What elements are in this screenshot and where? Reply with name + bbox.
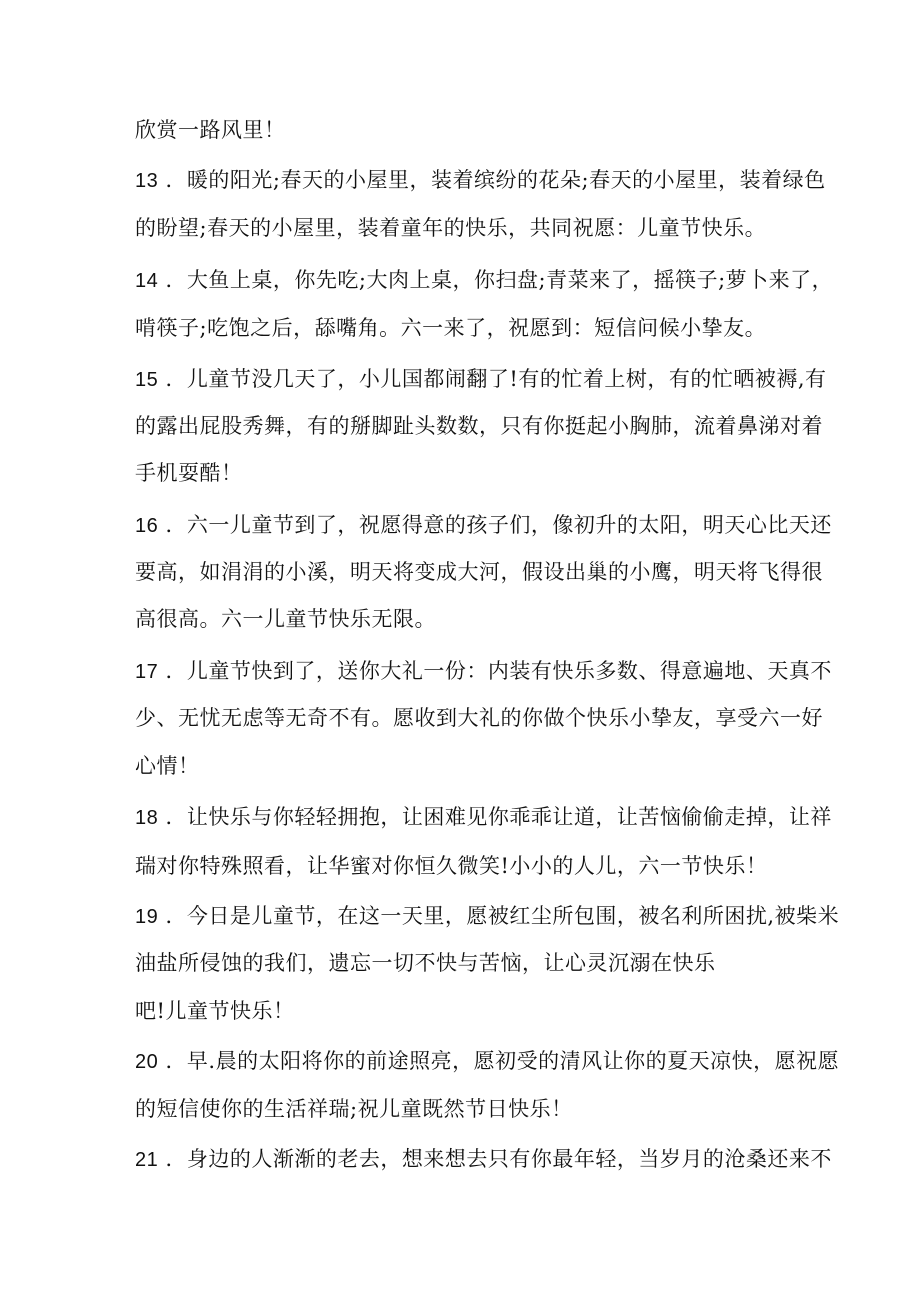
item-17-line-1 bbox=[135, 657, 832, 686]
item-text: ．大鱼上桌，你先吃;大肉上桌，你扫盘;青菜来了，摇筷子;萝卜来了， bbox=[165, 268, 834, 292]
item-19-line-1 bbox=[135, 902, 839, 931]
item-text: 高很高。六一儿童节快乐无限。 bbox=[135, 607, 436, 631]
item-text: 心情！ bbox=[135, 754, 200, 778]
item-number: 16 bbox=[135, 515, 159, 537]
item-15-line-1 bbox=[135, 365, 827, 394]
item-19-line-3 bbox=[135, 997, 294, 1025]
item-text: 少、无忧无虑等无奇不有。愿收到大礼的你做个快乐小挚友，享受六一好 bbox=[135, 706, 823, 730]
item-15-line-3 bbox=[135, 459, 243, 487]
item-number: 15 bbox=[135, 369, 159, 391]
item-text: 啃筷子;吃饱之后，舔嘴角。六一来了，祝愿到：短信问候小挚友。 bbox=[135, 316, 767, 340]
item-number: 17 bbox=[135, 661, 159, 683]
item-17-line-3 bbox=[135, 752, 200, 780]
item-text: ．暖的阳光;春天的小屋里，装着缤纷的花朵;春天的小屋里，装着绿色 bbox=[165, 168, 826, 192]
intro-tail-text: 欣赏一路风里！ bbox=[135, 118, 286, 142]
item-20-line-2 bbox=[135, 1095, 573, 1123]
item-text: ．儿童节快到了，送你大礼一份：内装有快乐多数、得意遍地、天真不 bbox=[165, 659, 832, 683]
intro-tail-line bbox=[135, 116, 286, 144]
item-number: 14 bbox=[135, 270, 159, 292]
item-number: 18 bbox=[135, 807, 159, 829]
item-text: 的短信使你的生活祥瑞;祝儿童既然节日快乐！ bbox=[135, 1097, 573, 1121]
item-number: 19 bbox=[135, 906, 159, 928]
item-13-line-2 bbox=[135, 214, 766, 242]
item-text: 吧!儿童节快乐！ bbox=[135, 999, 295, 1023]
item-21-line-1 bbox=[135, 1145, 832, 1174]
item-13-line-1 bbox=[135, 166, 826, 195]
item-14-line-2 bbox=[135, 314, 766, 342]
item-18-line-1 bbox=[135, 803, 832, 832]
item-text: ．让快乐与你轻轻拥抱，让困难见你乖乖让道，让苦恼偷偷走掉，让祥 bbox=[165, 805, 832, 829]
item-17-line-2 bbox=[135, 704, 823, 732]
item-text: 的露出屁股秀舞，有的掰脚趾头数数，只有你挺起小胸肺，流着鼻涕对着 bbox=[135, 414, 823, 438]
item-number: 13 bbox=[135, 170, 159, 192]
item-number: 20 bbox=[135, 1051, 159, 1073]
item-text: ．早.晨的太阳将你的前途照亮，愿初受的清风让你的夏天凉快，愿祝愿 bbox=[165, 1049, 840, 1073]
item-text: ．今日是儿童节，在这一天里，愿被红尘所包围，被名利所困扰,被柴米 bbox=[165, 904, 840, 928]
item-16-line-1 bbox=[135, 511, 832, 540]
item-text: 要高，如涓涓的小溪，明天将变成大河，假设出巢的小鹰，明天将飞得很 bbox=[135, 560, 823, 584]
item-number: 21 bbox=[135, 1149, 159, 1171]
item-text: ．身边的人渐渐的老去，想来想去只有你最年轻，当岁月的沧桑还来不 bbox=[165, 1147, 832, 1171]
item-text: ．儿童节没几天了，小儿国都闹翻了!有的忙着上树，有的忙晒被褥,有 bbox=[165, 367, 827, 391]
item-text: 手机耍酷！ bbox=[135, 461, 243, 485]
item-18-line-2 bbox=[135, 852, 767, 880]
item-20-line-1 bbox=[135, 1047, 839, 1076]
item-text: 瑞对你特殊照看，让华蜜对你恒久微笑!小小的人儿，六一节快乐！ bbox=[135, 854, 768, 878]
item-text: ．六一儿童节到了，祝愿得意的孩子们，像初升的太阳，明天心比天还 bbox=[165, 513, 832, 537]
item-19-line-2 bbox=[135, 949, 716, 977]
item-14-line-1 bbox=[135, 266, 833, 295]
item-16-line-3 bbox=[135, 605, 436, 633]
item-text: 的盼望;春天的小屋里，装着童年的快乐，共同祝愿：儿童节快乐。 bbox=[135, 216, 767, 240]
item-text: 油盐所侵蚀的我们，遗忘一切不快与苦恼，让心灵沉溺在快乐 bbox=[135, 951, 716, 975]
item-15-line-2 bbox=[135, 412, 823, 440]
item-16-line-2 bbox=[135, 558, 823, 586]
